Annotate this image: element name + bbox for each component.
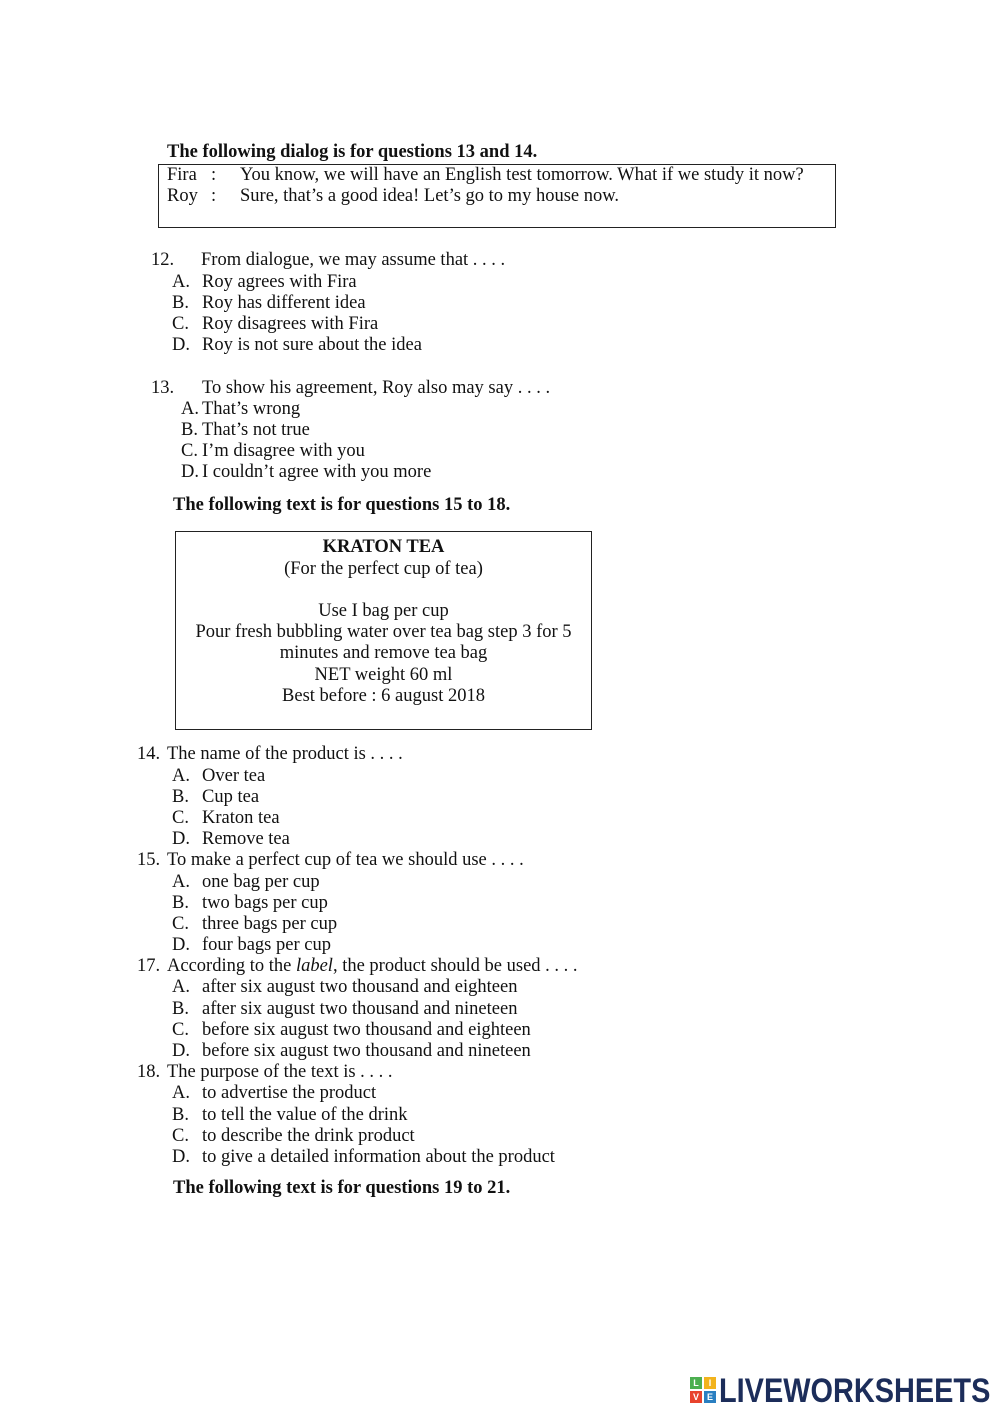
question-number: 15. [137,850,161,871]
option-b [0,293,1000,314]
option-letter: D. [172,935,190,956]
option-letter: C. [172,1125,189,1146]
option-b [0,893,1000,914]
option-d [0,335,1000,356]
dialog-questions [0,250,1000,483]
logo-tile-e: E [704,1391,716,1403]
option-letter: A. [172,765,190,786]
option-letter: D. [172,1041,190,1062]
option-letter: A. [172,271,190,292]
question-14 [0,744,1000,850]
option-text: I’m disagree with you [202,441,365,462]
option-letter: B. [172,1104,189,1125]
dialog-speaker: Roy [167,186,198,207]
option-letter: D. [172,1146,190,1167]
option-text: before six august two thousand and eighteen [202,1019,531,1040]
option-text: to describe the drink product [202,1125,415,1146]
option-a [0,272,1000,293]
question-18 [0,1062,1000,1168]
option-c [0,914,1000,935]
question-number: 17. [137,956,161,977]
option-b [0,420,1000,441]
option-letter: D. [172,335,190,356]
dialog-text: Sure, that’s a good idea! Let’s go to my house now. [240,186,620,207]
dialog-separator: : [211,165,217,185]
question-17-stem [0,956,1000,977]
option-letter: B. [181,419,198,440]
option-letter: B. [172,892,189,913]
option-text: Cup tea [202,786,260,807]
option-a [0,872,1000,893]
option-letter: A. [181,398,199,419]
question-prompt [167,1062,393,1083]
option-text: Roy agrees with Fira [202,271,357,292]
question-15 [0,850,1000,956]
question-number: 13. [151,377,175,398]
question-prompt [167,744,403,765]
option-letter: C. [172,913,189,934]
option-text: to tell the value of the drink [202,1104,408,1125]
option-text: Roy disagrees with Fira [202,313,379,334]
question-prompt-text: The purpose of the text is . . . . [167,1062,393,1083]
option-letter: A. [172,1083,190,1104]
dialog-speaker: Fira [167,165,197,185]
question-prompt [201,250,505,271]
option-text: That’s wrong [202,398,301,419]
next-section-heading: The following text is for questions 19 to 21. [173,1178,511,1199]
option-a [0,399,1000,420]
dialog-heading: The following dialog is for questions 13 and 14. [167,142,538,163]
label-heading: The following text is for questions 15 to 18. [173,495,511,516]
question-number: 18. [137,1062,161,1083]
question-prompt-text: From dialogue, we may assume that . . . . [201,250,506,271]
option-text: after six august two thousand and nineteen [202,998,518,1019]
dialog-line-roy [159,186,835,207]
option-text: That’s not true [202,419,310,440]
option-b [0,999,1000,1020]
question-13-stem [0,378,1000,399]
product-label-instructions: Pour fresh bubbling water over tea bag step 3 for 5 [195,622,572,643]
question-13 [0,378,1000,484]
question-prompt [167,956,578,977]
question-number: 12. [151,250,175,271]
option-text: I couldn’t agree with you more [202,462,432,483]
option-text: three bags per cup [202,913,338,934]
option-letter: C. [172,313,189,334]
question-prompt [202,378,550,399]
option-a [0,766,1000,787]
question-prompt [167,850,524,871]
liveworksheets-logo-icon [690,1377,716,1403]
label-questions [0,744,1000,1168]
logo-tile-i: I [704,1377,716,1389]
option-d [0,1041,1000,1062]
product-label-box [175,531,592,730]
product-label-net-weight: NET weight 60 ml [314,664,453,685]
question-17 [0,956,1000,1062]
option-text: Over tea [202,765,266,786]
product-label-title: KRATON TEA [322,537,445,558]
product-label-usage: Use I bag per cup [318,600,449,621]
option-text: Kraton tea [202,807,280,828]
option-letter: A. [172,977,190,998]
option-d [0,829,1000,850]
option-letter: C. [181,441,198,462]
option-text: four bags per cup [202,935,331,956]
question-number: 14. [137,744,161,765]
question-prompt-text-after: , the product should be used . . . . [332,956,578,977]
dialog-box [158,164,836,228]
option-text: one bag per cup [202,871,320,892]
option-letter: D. [181,462,199,483]
option-letter: B. [172,998,189,1019]
option-c [0,1126,1000,1147]
option-c [0,441,1000,462]
option-d [0,462,1000,483]
question-18-stem [0,1062,1000,1083]
option-c [0,808,1000,829]
option-d [0,1147,1000,1168]
liveworksheets-logo[interactable] [688,1372,993,1410]
option-text: Roy is not sure about the idea [202,335,422,356]
question-14-stem [0,744,1000,765]
option-text: two bags per cup [202,892,328,913]
question-prompt-text: According to the [167,956,296,977]
option-c [0,1020,1000,1041]
question-prompt-text: To make a perfect cup of tea we should use . . . . [167,850,524,871]
option-letter: C. [172,1019,189,1040]
option-text: to give a detailed information about the product [202,1146,555,1167]
question-15-stem [0,850,1000,871]
option-c [0,314,1000,335]
product-label-content [176,537,591,707]
option-b [0,1105,1000,1126]
logo-tile-l: L [690,1377,702,1389]
question-prompt-text: To show his agreement, Roy also may say . . . . [202,377,551,398]
option-letter: B. [172,786,189,807]
dialog-text: You know, we will have an English test tomorrow. What if we study it now? [240,165,804,185]
option-a [0,1083,1000,1104]
product-label-instructions-continued: minutes and remove tea bag [279,643,488,664]
option-letter: A. [172,871,190,892]
option-letter: B. [172,292,189,313]
liveworksheets-logo-text: LIVEWORKSHEETS [719,1372,991,1410]
product-label-best-before: Best before : 6 august 2018 [282,685,485,706]
question-prompt-emphasis: label [295,956,333,977]
option-text: to advertise the product [202,1083,377,1104]
option-text: before six august two thousand and nineteen [202,1041,531,1062]
question-12-stem [0,250,1000,271]
option-letter: D. [172,829,190,850]
product-label-subtitle: (For the perfect cup of tea) [284,558,483,579]
question-12 [0,250,1000,356]
option-text: after six august two thousand and eighteen [202,977,518,998]
option-letter: C. [172,807,189,828]
option-text: Remove tea [202,829,290,850]
question-prompt-text: The name of the product is . . . . [167,744,403,765]
option-b [0,787,1000,808]
dialog-line-fira [159,165,835,186]
option-d [0,935,1000,956]
option-a [0,977,1000,998]
option-text: Roy has different idea [202,292,366,313]
logo-tile-v: V [690,1391,702,1403]
dialog-separator: : [211,186,217,207]
